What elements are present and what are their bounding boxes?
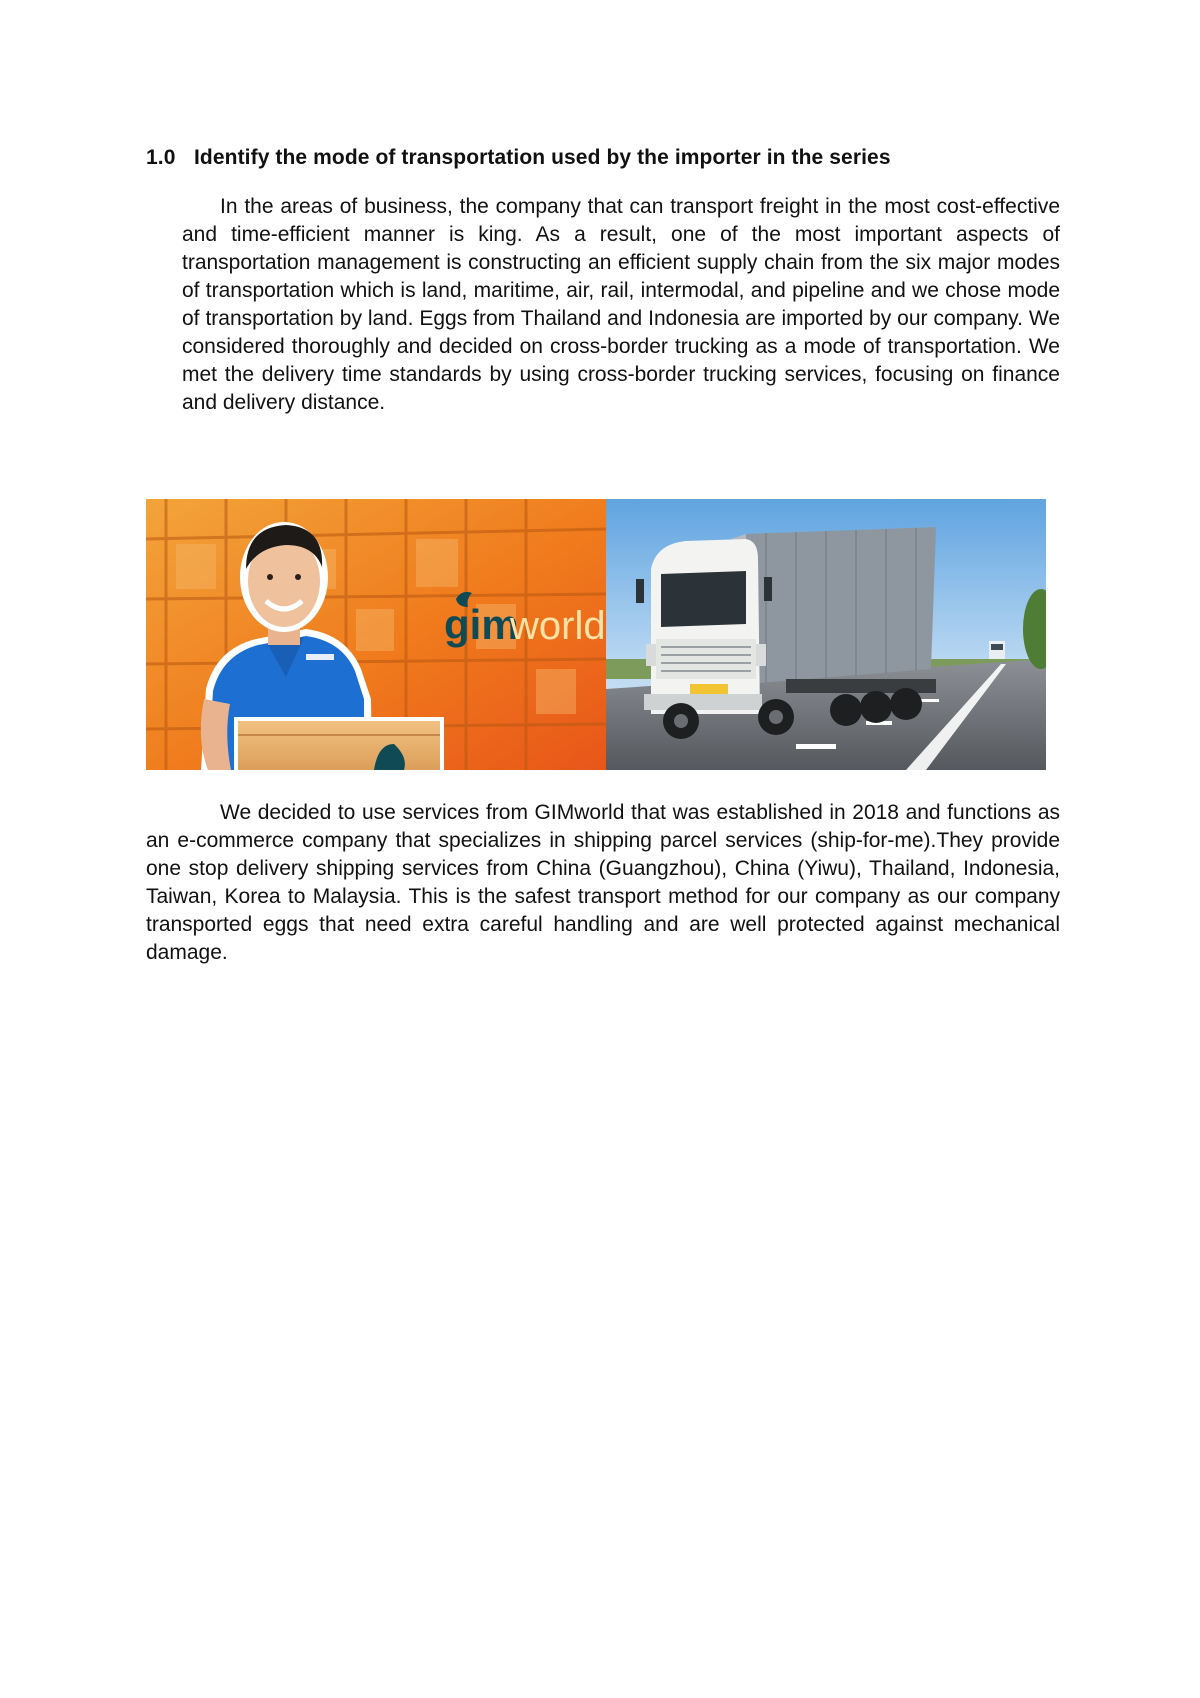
section-number: 1.0: [146, 146, 176, 169]
gimworld-banner-image: [146, 499, 1046, 770]
intro-paragraph: In the areas of business, the company that can transport freight in the most cost-effective and time-efficient manner is king. As a result, one of the most important aspects of transportation management is constructing an efficient supply chain from the six major modes of transportation which is land, maritime, air, rail, intermodal, and pipeline and we chose mode of transportation by land. Eggs from Thailand and Indonesia are imported by our company. We considered thoroughly and decided on cross-border trucking as a mode of transportation. We met the delivery time standards by using cross-border trucking services, focusing on finance and delivery distance.: [182, 195, 1060, 414]
logo-gim-text: gim: [444, 601, 519, 648]
truck-panel: [606, 499, 1046, 770]
parcel-box: [234, 717, 444, 770]
logo-world-text: world: [510, 604, 606, 648]
section-heading: [146, 146, 1066, 170]
section-title: Identify the mode of transportation used by the importer in the series: [194, 146, 891, 169]
gimworld-paragraph: We decided to use services from GIMworld that was established in 2018 and functions as an e-commerce company that specializes in shipping parcel services (ship-for-me).They provide one stop delivery shipping services from China (Guangzhou), China (Yiwu), Thailand, Indonesia, Taiwan, Korea to Malaysia. This is the safest transport method for our company as our company transported eggs that need extra careful handling and are well protected against mechanical damage.: [146, 801, 1060, 964]
